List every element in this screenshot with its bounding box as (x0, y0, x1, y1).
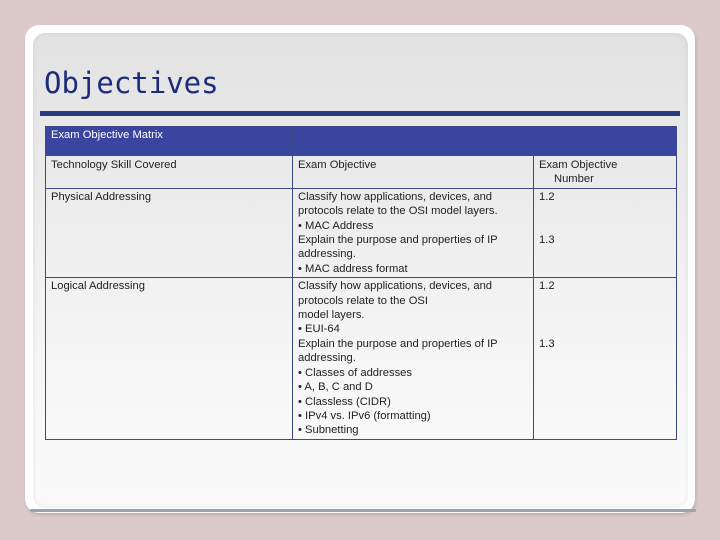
caption-blank-cell (534, 127, 677, 156)
title-underline (40, 111, 680, 116)
objective-line: • Subnetting (298, 424, 359, 437)
header-objective: Exam Objective (293, 156, 534, 189)
objective-number: 1.3 (539, 234, 555, 247)
caption-blank-cell (293, 127, 534, 156)
exam-objective-matrix (45, 126, 677, 440)
row-number (534, 278, 677, 439)
objective-line: protocols relate to the OSI model layers. (298, 205, 498, 218)
row-objective (293, 278, 534, 439)
objective-line: Explain the purpose and properties of IP (298, 337, 498, 350)
table-caption-row (46, 127, 677, 156)
slide-bottom-accent (30, 509, 696, 512)
objective-line: addressing. (298, 248, 356, 261)
table-row (46, 278, 677, 439)
objective-line: • MAC Address (298, 219, 374, 232)
objective-line: Explain the purpose and properties of IP (298, 234, 498, 247)
objective-line: protocols relate to the OSI (298, 294, 428, 307)
objective-number: 1.2 (539, 190, 555, 203)
row-number (534, 188, 677, 277)
column-header-row (46, 156, 677, 189)
header-skill: Technology Skill Covered (46, 156, 293, 189)
objective-line: • Classes of addresses (298, 366, 412, 379)
objective-line: • Classless (CIDR) (298, 395, 391, 408)
header-number-line1: Exam Objective (539, 159, 618, 171)
row-skill: Physical Addressing (46, 188, 293, 277)
objective-number: 1.3 (539, 337, 555, 350)
objective-line: • MAC address format (298, 262, 408, 275)
table-caption: Exam Objective Matrix (46, 127, 293, 156)
objective-number: 1.2 (539, 280, 555, 293)
objective-line: addressing. (298, 352, 356, 365)
objective-line: • EUI-64 (298, 323, 340, 336)
header-number (534, 156, 677, 189)
table-row (46, 188, 677, 277)
objective-line: Classify how applications, devices, and (298, 280, 493, 293)
objective-line: Classify how applications, devices, and (298, 190, 493, 203)
header-number-line2: Number (554, 173, 594, 186)
objective-line: • A, B, C and D (298, 381, 373, 394)
objective-line: • IPv4 vs. IPv6 (formatting) (298, 409, 431, 422)
slide-title: Objectives (44, 66, 219, 100)
row-skill: Logical Addressing (46, 278, 293, 439)
objective-line: model layers. (298, 309, 365, 322)
row-objective (293, 188, 534, 277)
